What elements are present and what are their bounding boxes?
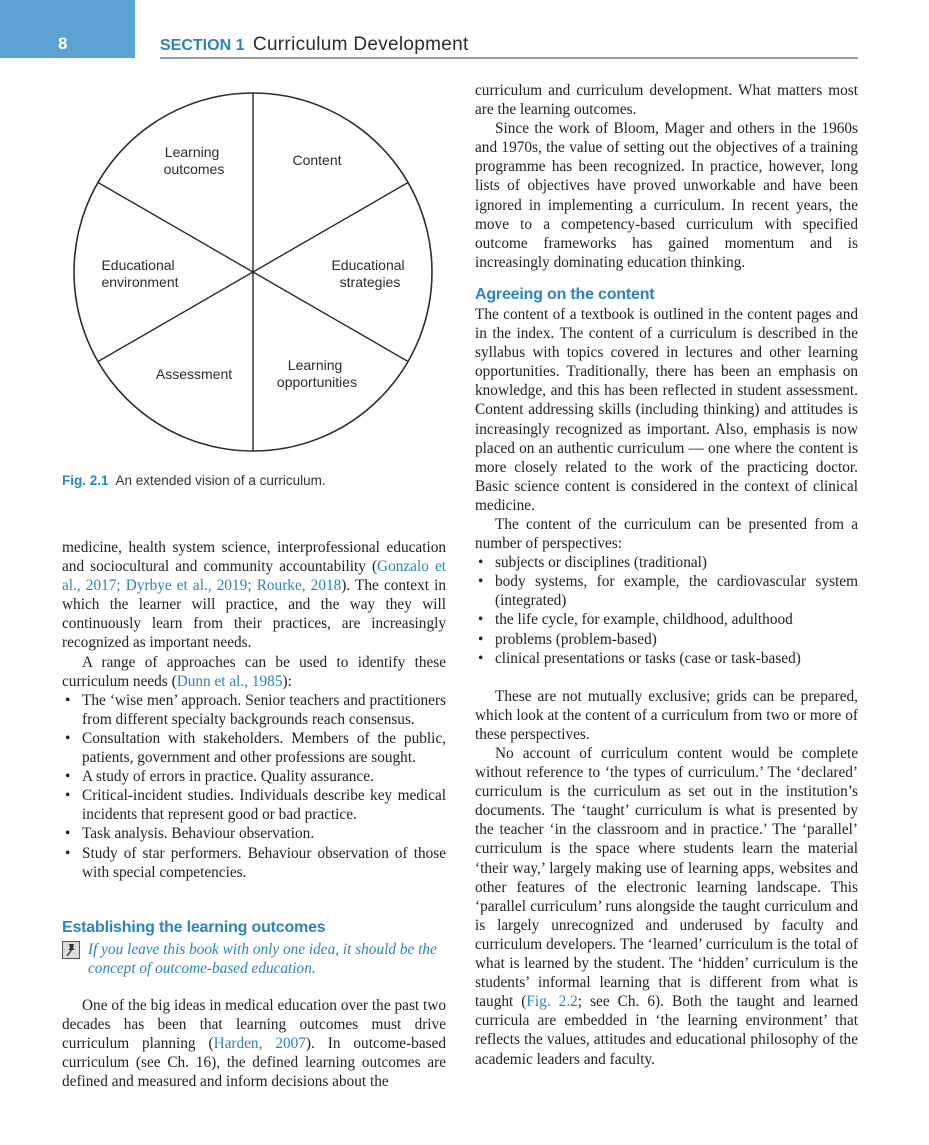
right-paragraph-6 xyxy=(475,744,858,1069)
list-item: • body systems, for example, the cardiovascular system (integrated) xyxy=(475,572,858,610)
approaches-list xyxy=(62,691,446,882)
segment-label-educational-environment xyxy=(101,257,178,290)
segment-label-assessment: Assessment xyxy=(155,366,233,382)
page-number-tab xyxy=(0,0,135,58)
figure-caption-text: An extended vision of a curriculum. xyxy=(115,473,326,488)
right-paragraph-2: Since the work of Bloom, Mager and others in the 1960s and 1970s, the value of setting out the objectives of a training programme has been recognized. In practice, however, long lists of objectives have proved unworkable and have been ignored in implementing a curriculum. In recent years, the move to a competency-based curriculum with specified outcome frameworks has gained momentum and is increasingly dominating education thinking. xyxy=(475,120,858,271)
segment-label-content: Content xyxy=(292,152,342,168)
segment-label-educational-strategies-line1: Educational xyxy=(331,257,405,273)
perspectives-list xyxy=(475,553,858,668)
list-item: • Consultation with stakeholders. Members of the public, patients, government and other professions are sought. xyxy=(62,729,446,767)
list-item: • Study of star performers. Behaviour observation of those with special competencies. xyxy=(62,844,446,882)
figure-caption-ref: Fig. 2.1 xyxy=(62,473,109,488)
right-column xyxy=(475,81,858,1069)
header-rule xyxy=(160,57,858,59)
segment-label-educational-strategies xyxy=(331,257,408,290)
section-label: SECTION 1 xyxy=(160,37,245,54)
section-title: Curriculum Development xyxy=(252,34,469,55)
right-paragraph-1: curriculum and curriculum development. What matters most are the learning outcomes. xyxy=(475,82,858,119)
segment-label-learning-outcomes-line2: outcomes xyxy=(163,161,225,177)
list-item: • A study of errors in practice. Quality assurance. xyxy=(62,767,446,786)
right-paragraph-4: The content of the curriculum can be presented from a number of perspectives: xyxy=(475,515,858,553)
page-number: 8 xyxy=(58,34,68,53)
figure-reference-link[interactable]: Fig. 2.2 xyxy=(526,993,578,1011)
left-column xyxy=(62,538,446,1091)
list-item: • Critical-incident studies. Individuals describe key medical incidents that represent good or bad practice. xyxy=(62,786,446,824)
key-idea-callout xyxy=(62,940,446,978)
left-paragraph-3 xyxy=(62,996,446,1091)
segment-label-learning-opportunities xyxy=(277,357,357,390)
citation-link[interactable]: Gonzalo et al., 2017; Dyrbye et al., 2019; Rourke, 2018 xyxy=(62,558,446,595)
pushpin-icon xyxy=(62,941,80,959)
right-paragraph-6-text: No account of curriculum content would be complete without reference to ‘the types of curriculum.’ The ‘declared’ curriculum is the curriculum as set out in the institution’s documents. The ‘taught’ curriculum is what is presented by the teacher ‘in the classroom and in practice.’ The ‘parallel’ curriculum is the space where students learn the material ‘their way,’ largely making use of learning apps, websites and other features of the electronic learning landscape. This ‘parallel curriculum’ runs alongside the taught curriculum and is largely unrecognized and underused by faculty and curriculum developers. The ‘learned’ curriculum is the total of what is learned by the student. The ‘hidden’ curriculum is the students’ informal learning that is different from what is taught ( xyxy=(475,745,858,1011)
right-paragraph-6-text-end: ; see Ch. 6). Both the taught and learned curricula are embedded in ‘the learning environment’ that reflects the values, attitudes and educational philosophy of the academic leaders and faculty. xyxy=(475,993,858,1068)
list-item: • clinical presentations or tasks (case or task-based) xyxy=(475,649,858,668)
left-paragraph-3-text: One of the big ideas in medical education over the past two decades has been that learning outcomes must drive curriculum planning ( xyxy=(62,996,446,1053)
right-paragraph-3: The content of a textbook is outlined in the content pages and in the index. The content of a curriculum is described in the syllabus with topics covered in lectures and other learning opportunities. Traditionally, there has been an emphasis on knowledge, and this has been reflected in student assessment. Content addressing skills (including thinking) and attitudes is increasingly recognized as important. Also, emphasis is now placed on an authentic curriculum — one where the content is more closely related to the work of the practicing doctor. Basic science content is considered in the context of clinical medicine. xyxy=(475,305,858,514)
figure-caption xyxy=(62,473,462,488)
running-head xyxy=(160,34,469,56)
list-item: • The ‘wise men’ approach. Senior teachers and practitioners from different specialty backgrounds reach consensus. xyxy=(62,691,446,729)
list-item: • Task analysis. Behaviour observation. xyxy=(62,824,446,843)
left-paragraph-2-text: A range of approaches can be used to identify these curriculum needs ( xyxy=(62,653,446,690)
left-paragraph-1-text-end: ). The context in which the learner will practice, and the way they will continuously learn from their practices, are increasingly recognized as important needs. xyxy=(62,577,446,652)
right-paragraph-5: These are not mutually exclusive; grids can be prepared, which look at the content of a curriculum from two or more of these perspectives. xyxy=(475,687,858,743)
segment-label-educational-environment-line1: Educational xyxy=(101,257,175,273)
list-item: • the life cycle, for example, childhood, adulthood xyxy=(475,610,858,629)
left-paragraph-2-text-end: ): xyxy=(282,672,292,690)
left-paragraph-1 xyxy=(62,538,446,653)
citation-link[interactable]: Dunn et al., 1985 xyxy=(176,672,283,690)
left-paragraph-3-text-end: ). In outcome-based curriculum (see Ch. 16), the defined learning outcomes are defined and measured and inform decisions about the xyxy=(62,1035,447,1091)
section-heading-agreeing-content: Agreeing on the content xyxy=(475,285,655,303)
segment-label-learning-opportunities-line2: opportunities xyxy=(276,374,358,390)
section-heading-learning-outcomes: Establishing the learning outcomes xyxy=(62,918,326,936)
left-paragraph-1-text: medicine, health system science, interprofessional education and sociocultural and community accountability ( xyxy=(62,539,446,576)
segment-label-learning-outcomes-line1: Learning xyxy=(164,144,220,160)
segment-label-educational-strategies-line2: strategies xyxy=(339,274,401,290)
list-item: • subjects or disciplines (traditional) xyxy=(475,553,858,572)
segment-label-learning-opportunities-line1: Learning xyxy=(287,357,343,373)
segment-label-educational-environment-line2: environment xyxy=(101,274,179,290)
key-idea-text: If you leave this book with only one idea, it should be the concept of outcome-based education. xyxy=(88,940,437,977)
left-paragraph-2 xyxy=(62,653,446,691)
citation-link[interactable]: Harden, 2007 xyxy=(213,1035,306,1053)
segment-label-learning-outcomes xyxy=(164,144,225,177)
curriculum-wheel-diagram xyxy=(58,80,448,465)
list-item: • problems (problem-based) xyxy=(475,630,858,649)
